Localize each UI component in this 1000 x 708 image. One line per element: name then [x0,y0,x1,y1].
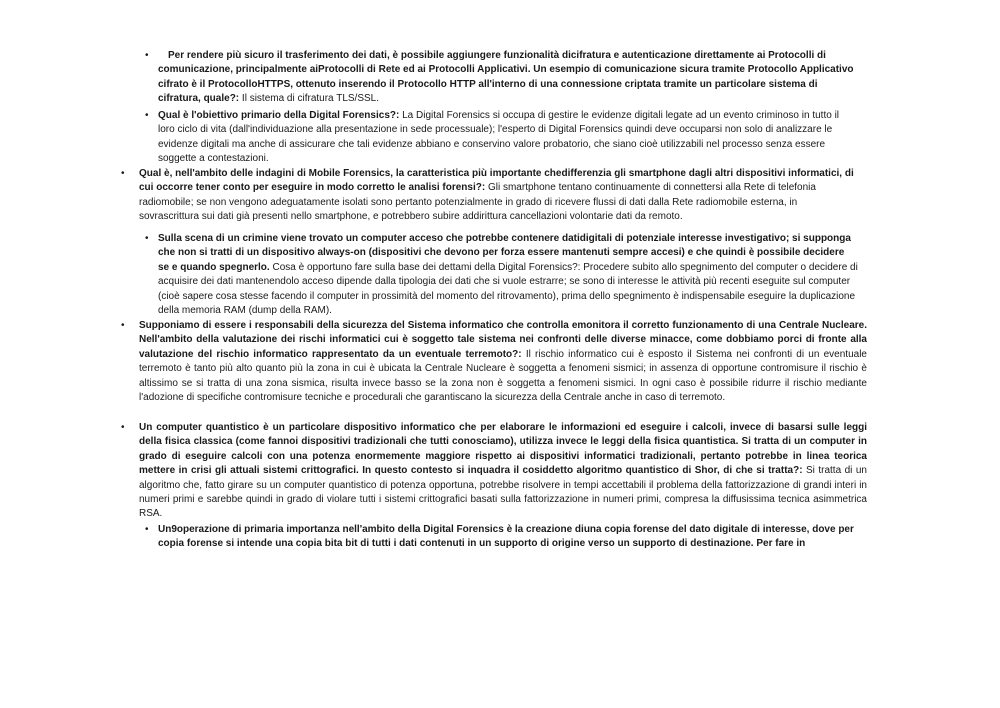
list-item [158,232,858,318]
answer-text: Il rischio informatico cui è esposto il Sistema nei confronti di un eventuale terremoto è tanto più alto quanto più la zona in cui è ubicata la Centrale Nucleare è soggetta a fenomeni sismici; in assenza di opportune contromisure il rischio è altissimo se si tratta di una zona sismica, risulta invece basso se la zona non è soggetta a fenomeni sismici. In ogni caso è possibile ridurre il rischio mediante l'adozione di specifiche contromisure tecniche e procedurali che garantiscano la sicurezza della Centrale anche in caso di terremoto. [139,348,867,404]
question-text: Un9operazione di primaria importanza nell'ambito della Digital Forensics è la creazione diuna copia forense del dato digitale di interesse, dove per copia forense si intende una copia bita bit di tutti i dati contenuti in un supporto di origine verso un supporto di destinazione. Per fare in [158,524,854,550]
bullet-icon: • [145,110,149,121]
question-text: Un computer quantistico è un particolare dispositivo informatico che per elaborare le informazioni ed eseguire i calcoli, invece di basarsi sulle leggi della fisica classica (come fannoi dispositivi tradizionali che tutti conosciamo), utilizza invece le leggi della fisica quantistica. Si tratta di un computer in grado di eseguire calcoli con una potenza enormemente maggiore rispetto ai dispositivi informatici tradizionali, pertanto potrebbe in linea teorica mettere in crisi gli attuali sistemi crittografici. In questo contesto si inquadra il cosiddetto algoritmo quantistico di Shor, di che si tratta?: [139,422,867,477]
list-item [158,523,858,552]
answer-text: Il sistema di cifratura TLS/SSL. [239,93,380,105]
answer-text: Gli smartphone tentano continuamente di connettersi alla Rete di telefonia radiomobile; se non vengono adeguatamente isolati sono pertanto potenzialmente in grado di ricevere flussi di dati dalla Rete radiomobile esterna, in sovrascrittura sui dati già presenti nello smartphone, e potrebbero subire addirittura cancellazioni volontarie dati da remoto. [139,182,816,223]
bullet-icon: • [145,50,149,61]
question-text: Per rendere più sicuro il trasferimento dei dati, è possibile aggiungere funzionalità dicifratura e autenticazione direttamente ai Protocolli di comunicazione, principalmente aiProtocolli di Rete ed ai Protocolli Applicativi. Un esempio di comunicazione sicura tramite Protocollo Applicativo cifrato è il ProtocolloHTTPS, ottenuto inserendo il Protocollo HTTP all'interno di una connessione criptata tramite un particolare sistema di cifratura, quale?: [158,50,854,105]
list-item [139,421,867,522]
list-item [139,167,859,225]
bullet-icon: • [121,168,125,179]
question-text: Qual è l'obiettivo primario della Digital Forensics?: [158,110,400,121]
list-item [158,49,858,107]
bullet-icon: • [145,524,149,535]
bullet-icon: • [121,422,125,433]
answer-text: Si tratta di un algoritmo che, fatto girare su un computer quantistico di potenza opportuna, potrebbe risolvere in tempi accettabili il problema della fattorizzazione di grandi interi in numeri primi e sarebbe quindi in grado di violare tutti i sistemi crittografici basati sulla fattorizzazione in numeri primi, compresa la diffusissima tecnica asimmetrica RSA. [139,465,867,520]
answer-text: La Digital Forensics si occupa di gestire le evidenze digitali legate ad un evento criminoso in tutto il loro ciclo di vita (dall'individuazione alla presentazione in sede processuale); l'esperto di Digital Forensics quindi deve occuparsi non solo di analizzare le evidenze digitali ma anche di assicurare che tali evidenze abbiano e conservino valore probatorio, che siano cioè utilizzabili nel processo senza essere soggette a contestazioni. [158,110,840,165]
bullet-icon: • [145,233,149,244]
list-item [139,319,867,405]
bullet-icon: • [121,320,125,331]
question-text: Supponiamo di essere i responsabili della sicurezza del Sistema informatico che controlla emonitora il corretto funzionamento di una Centrale Nucleare. Nell'ambito della valutazione dei rischi informatici cui è soggetto tale sistema nei confronti delle diverse minacce, come dobbiamo porci di fronte alla valutazione del rischio informatico rappresentato da un eventuale terremoto?: [139,320,867,360]
list-item [158,109,858,167]
answer-text: Cosa è opportuno fare sulla base dei dettami della Digital Forensics?: Procedere subito allo spegnimento del computer o decidere di acquisire dei dati mantenendolo acceso dipende dalla tipologia dei dati che si vuole estrarre; se sono di interesse le attività più recenti eseguite sul computer (cioè sapere cosa stesse facendo il computer in prossimità del momento del ritrovamento), prima dello spegnimento è indispensabile eseguire la duplicazione della memoria RAM (dump della RAM). [158,261,858,317]
question-text: Sulla scena di un crimine viene trovato un computer acceso che potrebbe contenere datidigitali di potenziale interesse investigativo; si supponga che non si tratti di un dispositivo always-on (dispositivi che devono per forza essere mantenuti sempre accesi) e che quindi è possibile decidere se e quando spegnerlo. [158,233,851,273]
question-text: Qual è, nell'ambito delle indagini di Mobile Forensics, la caratteristica più importante chedifferenzia gli smartphone dagli altri dispositivi informatici, di cui occorre tener conto per eseguire in modo corretto le analisi forensi?: [139,168,854,194]
